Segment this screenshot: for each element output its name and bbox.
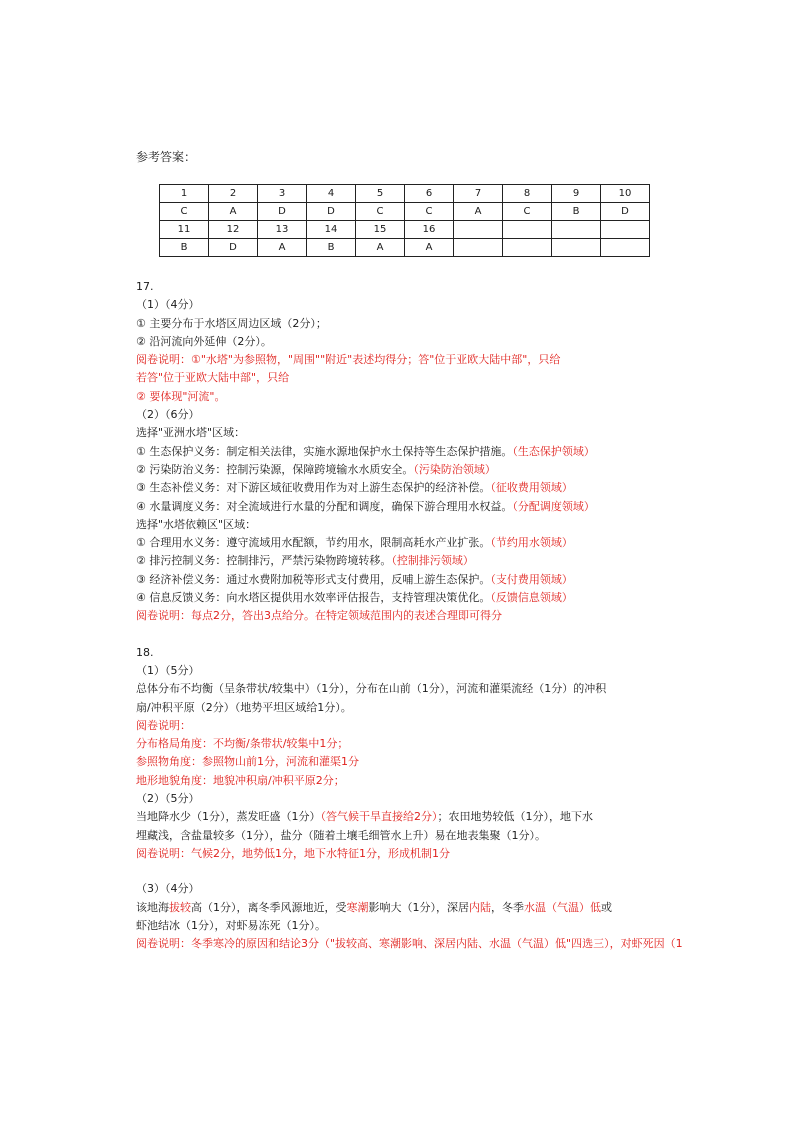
q18-number: 18. <box>136 645 154 659</box>
a2-tag: （污染防治领域） <box>413 462 496 476</box>
q18-grading-note-2: 参照物角度：参照物山前1分，河流和灌渠1分 <box>136 755 359 769</box>
a4-tag: （分配调度领域） <box>512 499 595 513</box>
table-row <box>160 203 650 221</box>
table-cell: 8 <box>503 185 552 203</box>
answer-table <box>159 184 650 257</box>
table-cell: A <box>209 203 258 221</box>
q17-part1-point-a: ① 主要分布于水塔区周边区域（2分）； <box>136 316 327 330</box>
table-cell: 13 <box>258 221 307 239</box>
p3-red-2: 寒潮 <box>346 900 369 914</box>
q18-part3-heading: （3）（4分） <box>136 882 200 896</box>
table-cell <box>601 239 650 257</box>
q18-grading-label: 阅卷说明： <box>136 718 191 732</box>
q17-b1 <box>136 534 746 552</box>
table-cell: A <box>454 203 503 221</box>
table-cell: 10 <box>601 185 650 203</box>
answers-content <box>136 278 746 953</box>
page-title: 参考答案： <box>136 150 197 164</box>
b4-tag: （反馈信息领域） <box>490 591 573 605</box>
q18-part2-grading-note: 阅卷说明：气候2分，地势低1分，地下水特征1分，形成机制1分 <box>136 846 450 860</box>
note-text: ①"水塔"为参照物，"周围""附近"表述均得分；答"位于亚欧大陆中部"，只给 <box>191 353 561 367</box>
q17-choice-a: 选择"亚洲水塔"区域： <box>136 426 246 440</box>
b3-tag: （支付费用领域） <box>490 572 573 586</box>
table-cell: C <box>503 203 552 221</box>
q18-grading-note-3: 地形地貌角度：地貌冲积扇/冲积平原2分； <box>136 773 345 787</box>
q18-part2-heading: （2）（5分） <box>136 792 200 806</box>
table-cell: 3 <box>258 185 307 203</box>
table-cell: C <box>405 203 454 221</box>
q17-b2 <box>136 552 746 570</box>
q17-grading-note-2: 若答"位于亚欧大陆中部"，只给 <box>136 371 290 385</box>
q18-part1-heading: （1）（5分） <box>136 663 200 677</box>
b2-text: ② 排污控制义务：控制排污，严禁污染物跨境转移。 <box>136 554 392 568</box>
p3-red-4: 水温（气温）低 <box>524 900 601 914</box>
table-row <box>160 185 650 203</box>
q17-number: 17. <box>136 280 154 293</box>
table-cell: D <box>258 203 307 221</box>
table-cell: D <box>209 239 258 257</box>
spacer <box>136 626 746 644</box>
table-cell <box>454 221 503 239</box>
table-cell: 5 <box>356 185 405 203</box>
table-cell: A <box>405 239 454 257</box>
table-cell <box>503 239 552 257</box>
q17-a4 <box>136 498 746 516</box>
p3-text-b: 高（1分），离冬季风源地近，受 <box>191 900 347 914</box>
table-row <box>160 239 650 257</box>
table-cell: 16 <box>405 221 454 239</box>
table-row <box>160 221 650 239</box>
note-label: 阅卷说明： <box>136 353 191 367</box>
table-cell: B <box>160 239 209 257</box>
table-cell: 2 <box>209 185 258 203</box>
p3-text-a: 该地海 <box>136 900 169 914</box>
p3-text-d: ，冬季 <box>491 900 524 914</box>
q18-part2-line1 <box>136 808 746 826</box>
q17-part2-heading: （2）（6分） <box>136 408 200 422</box>
table-cell: 12 <box>209 221 258 239</box>
table-cell: 9 <box>552 185 601 203</box>
table-cell: 4 <box>307 185 356 203</box>
q17-grading-note-3: ② 要体现"河流"。 <box>136 389 226 403</box>
q18-part1-line2: 扇/冲积平原（2分）（地势平坦区域给1分）。 <box>136 700 352 714</box>
table-cell <box>454 239 503 257</box>
q17-choice-b: 选择"水塔依赖区"区域： <box>136 517 257 531</box>
p2-text-b: ；农田地势较低（1分），地下水 <box>437 810 593 824</box>
table-cell: C <box>356 203 405 221</box>
table-cell: B <box>307 239 356 257</box>
q18-part3-grading-note: 阅卷说明：冬季寒冷的原因和结论3分（"拔较高、寒潮影响、深居内陆、水温（气温）低"四选三），对虾死因（1 <box>136 937 683 951</box>
a3-tag: （征收费用领域） <box>490 481 573 495</box>
q17-part2-grading-note: 阅卷说明：每点2分，答出3点给分。在特定领域范围内的表述合理即可得分 <box>136 609 502 623</box>
table-cell: A <box>356 239 405 257</box>
b1-tag: （节约用水领域） <box>490 536 573 550</box>
q18-part3-line1 <box>136 899 746 917</box>
p2-red-remark: （答气候干旱直接给2分） <box>320 810 438 824</box>
table-cell <box>601 221 650 239</box>
a3-text: ③ 生态补偿义务：对下游区域征收费用作为对上游生态保护的经济补偿。 <box>136 481 491 495</box>
table-cell: D <box>601 203 650 221</box>
table-cell <box>552 221 601 239</box>
q17-grading-note-1 <box>136 351 746 369</box>
a1-text: ① 生态保护义务：制定相关法律，实施水源地保护水土保持等生态保护措施。 <box>136 444 513 458</box>
p3-red-1: 拔较 <box>169 900 191 914</box>
b4-text: ④ 信息反馈义务：向水塔区提供用水效率评估报告，支持管理决策优化。 <box>136 591 491 605</box>
table-cell: 1 <box>160 185 209 203</box>
q18-part1-line1: 总体分布不均衡（呈条带状/较集中）（1分），分布在山前（1分），河流和灌渠流经（1分）的冲积 <box>136 682 607 696</box>
p2-text-a: 当地降水少（1分），蒸发旺盛（1分） <box>136 810 321 824</box>
q17-a1 <box>136 443 746 461</box>
p3-text-e: 或 <box>601 900 612 914</box>
b2-tag: （控制排污领域） <box>391 554 474 568</box>
b3-text: ③ 经济补偿义务：通过水费附加税等形式支付费用，反哺上游生态保护。 <box>136 572 491 586</box>
table-cell: 11 <box>160 221 209 239</box>
table-cell: B <box>552 203 601 221</box>
table-cell: 15 <box>356 221 405 239</box>
q18-part2-line2: 埋藏浅，含盐量较多（1分），盐分（随着土壤毛细管水上升）易在地表集聚（1分）。 <box>136 828 546 842</box>
table-cell <box>503 221 552 239</box>
q17-b4 <box>136 589 746 607</box>
a1-tag: （生态保护领域） <box>512 444 595 458</box>
table-cell <box>552 239 601 257</box>
p3-red-3: 内陆 <box>469 900 491 914</box>
b1-text: ① 合理用水义务：遵守流域用水配额，节约用水，限制高耗水产业扩张。 <box>136 536 491 550</box>
p3-text-c: 影响大（1分），深居 <box>368 900 469 914</box>
q18-part3-line2: 虾池结冰（1分），对虾易冻死（1分）。 <box>136 918 326 932</box>
a4-text: ④ 水量调度义务：对全流域进行水量的分配和调度，确保下游合理用水权益。 <box>136 499 513 513</box>
q18-grading-note-1: 分布格局角度：不均衡/条带状/较集中1分； <box>136 737 349 751</box>
table-cell: A <box>258 239 307 257</box>
table-cell: 6 <box>405 185 454 203</box>
table-cell: 7 <box>454 185 503 203</box>
table-cell: C <box>160 203 209 221</box>
spacer <box>136 863 746 880</box>
q17-part1-point-b: ② 沿河流向外延伸（2分）。 <box>136 334 272 348</box>
table-cell: 14 <box>307 221 356 239</box>
table-cell: D <box>307 203 356 221</box>
q17-b3 <box>136 571 746 589</box>
q17-part1-heading: （1）（4分） <box>136 298 200 312</box>
a2-text: ② 污染防治义务：控制污染源，保障跨境输水水质安全。 <box>136 462 414 476</box>
q17-a3 <box>136 479 746 497</box>
q17-a2 <box>136 461 746 479</box>
